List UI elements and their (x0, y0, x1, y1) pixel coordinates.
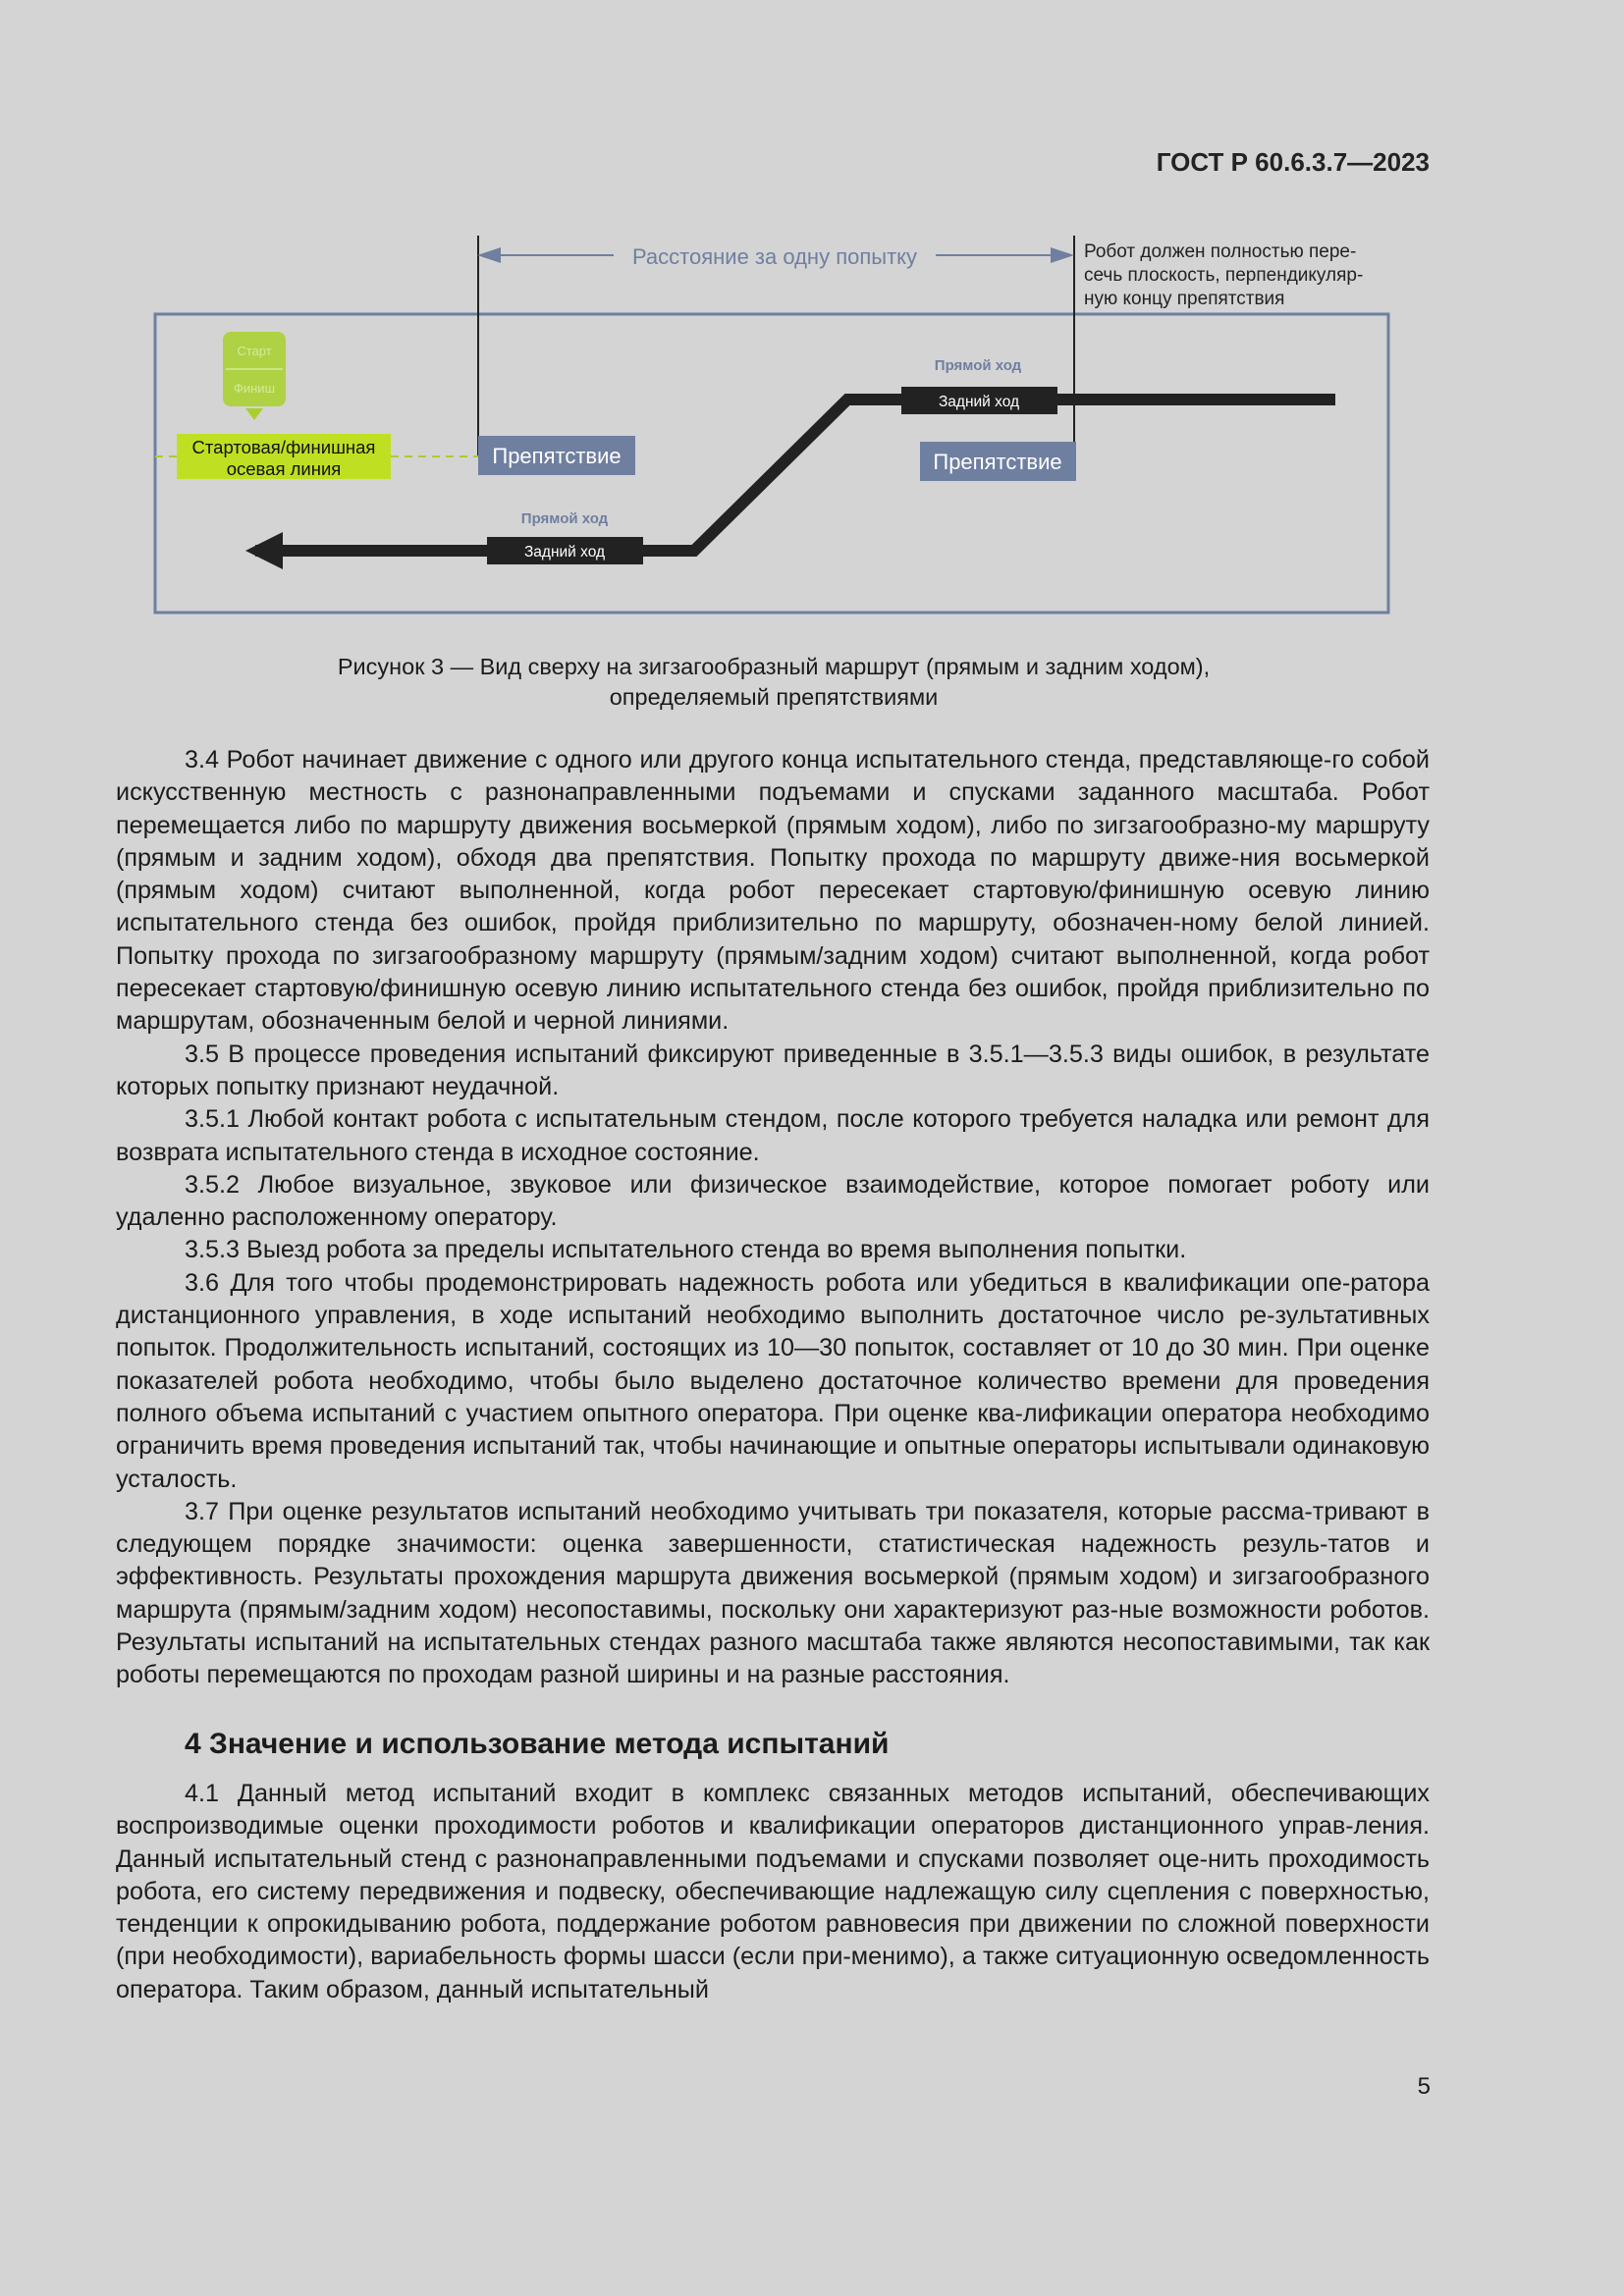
paragraph-3-5-2: 3.5.2 Любое визуальное, звуковое или физическое взаимодействие, которое помогает роботу или удаленно расположенному оператору. (116, 1170, 1430, 1232)
paragraph-3-5-1: 3.5.1 Любой контакт робота с испытательным стендом, после которого требуется наладка или ремонт для возврата испытательного стенда в исходное состояние. (116, 1105, 1430, 1166)
axis-line-label-1: Стартовая/финишная (191, 437, 376, 457)
robot-note-line-3: ную концу препятствия (1084, 289, 1285, 309)
start-label: Старт (237, 344, 272, 358)
caption-line-1: Рисунок 3 — Вид сверху на зигзагообразный маршрут (прямым и задним ходом), (337, 654, 1211, 679)
zigzag-route-figure (147, 228, 1404, 620)
axis-line-label-2: осевая линия (226, 458, 342, 479)
path-arrowhead-icon (245, 532, 283, 569)
forward-bottom-label: Прямой ход (520, 510, 609, 527)
caption-line-2: определяемый препятствиями (609, 684, 939, 710)
paragraph-3-4: 3.4 Робот начинает движение с одного или другого конца испытательного стенда, представляюще-го собой искусственную местность с разнонаправленными подъемами и спусками заданного масштаба. Робот перемещается либо по маршруту движения восьмеркой (прямым ходом), либо по зигзагообразно-му маршруту (прямым и задним ходом), обходя два препятствия. Попытку прохода по маршруту движе-ния восьмеркой (прямым ходом) считают выполненной, когда робот пересекает стартовую/финишную осевую линию испытательного стенда без ошибок, пройдя приблизительно по маршруту, обозначен-ному белой линией. Попытку прохода по зигзагообразному маршруту (прямым/задним ходом) считают выполненной, когда робот пересекает стартовую/финишную осевую линию испытательного стенда без ошибок, пройдя приблизительно по маршрутам, обозначенным белой и черной линиями. (116, 746, 1430, 1036)
figure-caption (116, 652, 1432, 713)
paragraph-3-7: 3.7 При оценке результатов испытаний необходимо учитывать три показателя, которые рассма-тривают в следующем порядке значимости: оценка завершенности, статистическая надежность резуль-татов и эффективность. Результаты прохождения маршрута движения восьмеркой (прямым ходом) и зигзагообразного маршрута (прямым/задним ходом) несопоставимы, поскольку они характеризуют раз-ные возможности роботов. Результаты испытаний на испытательных стендах разного масштаба также являются несопоставимыми, так как роботы перемещаются по проходам разной ширины и на разные расстояния. (116, 1497, 1430, 1689)
robot-note-line-2: сечь плоскость, перпендикуляр- (1084, 265, 1364, 286)
page-number: 5 (1417, 2073, 1431, 2100)
reverse-top-label: Задний ход (938, 394, 1020, 410)
paragraph-4-1: 4.1 Данный метод испытаний входит в комплекс связанных методов испытаний, обеспечивающих воспроизводимые оценки проходимости роботов и квалификации операторов дистанционного управ-ления. Данный испытательный стенд с разнонаправленными подъемами и спусками позволяет оце-нить проходимость робота, его систему передвижения и подвеску, обеспечивающие надлежащую силу сцепления с поверхностью, тенденции к опрокидыванию робота, поддержание роботом равновесия при движении по сложной поверхности (при необходимости), вариабельность формы шасси (если при-менимо), а также ситуационную осведомленность оператора. Таким образом, данный испытательный (116, 1779, 1430, 2003)
forward-top-label: Прямой ход (934, 357, 1022, 374)
start-down-arrow-icon (245, 408, 263, 420)
paragraph-3-5-3: 3.5.3 Выезд робота за пределы испытательного стенда во время выполнения попытки. (185, 1236, 1187, 1264)
zigzag-path (255, 400, 1335, 551)
section-4-title: 4 Значение и использование метода испытаний (185, 1727, 890, 1760)
obstacle-right-label: Препятствие (933, 450, 1062, 474)
robot-note-line-1: Робот должен полностью пере- (1084, 241, 1357, 262)
document-body (116, 744, 1430, 2006)
finish-label: Финиш (233, 381, 276, 396)
paragraph-3-5: 3.5 В процессе проведения испытаний фиксируют приведенные в 3.5.1—3.5.3 виды ошибок, в результате которых попытку признают неудачной. (116, 1040, 1430, 1100)
paragraph-3-6: 3.6 Для того чтобы продемонстрировать надежность робота или убедиться в квалификации опе-ратора дистанционного управления, в ходе испытаний необходимо выполнить достаточное число ре-зультативных попыток. Продолжительность испытаний, состоящих из 10—30 попыток, составляет от 10 до 30 мин. При оценке показателей робота необходимо, чтобы было выделено достаточное количество времени для проведения полного объема испытаний с участием опытного оператора. При оценке ква-лификации оператора необходимо ограничить время проведения испытаний так, чтобы начинающие и опытные операторы испытывали одинаковую усталость. (116, 1268, 1430, 1493)
obstacle-left-label: Препятствие (492, 444, 622, 468)
distance-label: Расстояние за одну попытку (631, 244, 918, 269)
document-code: ГОСТ Р 60.6.3.7—2023 (1156, 147, 1430, 177)
reverse-bottom-label: Задний ход (523, 544, 606, 561)
